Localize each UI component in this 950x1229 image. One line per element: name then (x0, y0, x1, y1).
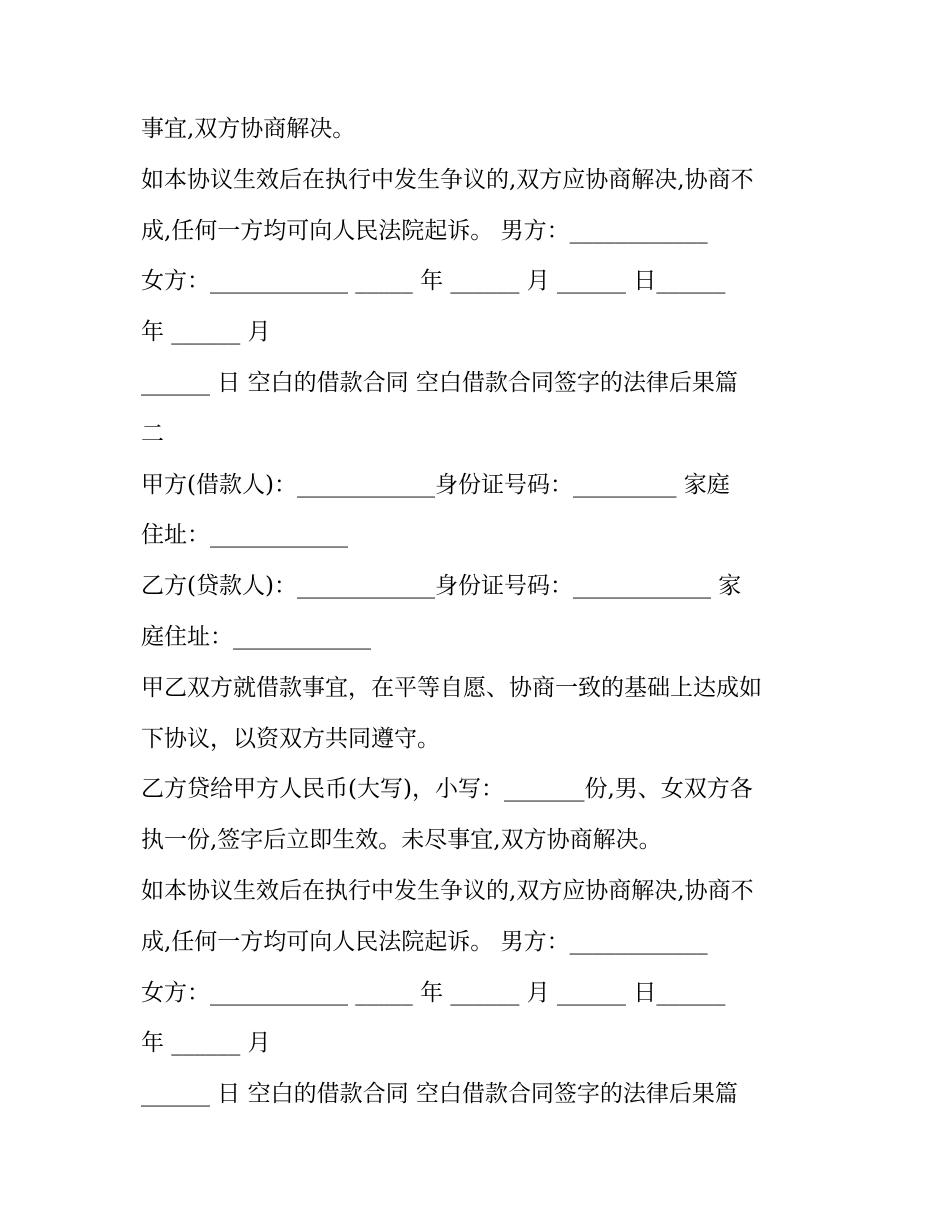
text-line: 年 ______ 月 (141, 319, 271, 346)
party-a-line: 甲方(借款人)：____________身份证号码：_________ 家庭 (141, 471, 730, 498)
text-line: 甲乙双方就借款事宜，在平等自愿、协商一致的基础上达成如 (141, 674, 762, 701)
text-line: 女方：____________ _____ 年 ______ 月 ______ 日______ (141, 268, 726, 295)
section-number: 二 (141, 420, 164, 447)
text-line: 成,任何一方均可向人民法院起诉。 男方：____________ (141, 928, 708, 955)
text-line: 事宜,双方协商解决。 (141, 116, 356, 142)
party-b-address: 庭住址：____________ (141, 623, 371, 650)
text-line: 下协议，以资双方共同遵守。 (141, 725, 440, 752)
text-line: 成,任何一方均可向人民法院起诉。 男方：____________ (141, 217, 708, 244)
document-body (141, 104, 821, 1120)
text-line: 年 ______ 月 (141, 1030, 271, 1057)
text-line: ______ 日 空白的借款合同 空白借款合同签字的法律后果篇 (141, 1081, 738, 1108)
text-line: 如本协议生效后在执行中发生争议的,双方应协商解决,协商不 (141, 877, 754, 904)
party-a-address: 住址：____________ (141, 522, 348, 549)
text-line: 乙方贷给甲方人民币(大写)，小写：_______份,男、女双方各 (141, 776, 753, 803)
text-line: 如本协议生效后在执行中发生争议的,双方应协商解决,协商不 (141, 166, 754, 193)
text-line: 执一份,签字后立即生效。未尽事宜,双方协商解决。 (141, 827, 662, 854)
party-b-line: 乙方(贷款人)：____________身份证号码：____________ 家 (141, 573, 742, 600)
text-line: 女方：____________ _____ 年 ______ 月 ______ 日______ (141, 979, 726, 1006)
text-line: ______ 日 空白的借款合同 空白借款合同签字的法律后果篇 (141, 369, 738, 396)
